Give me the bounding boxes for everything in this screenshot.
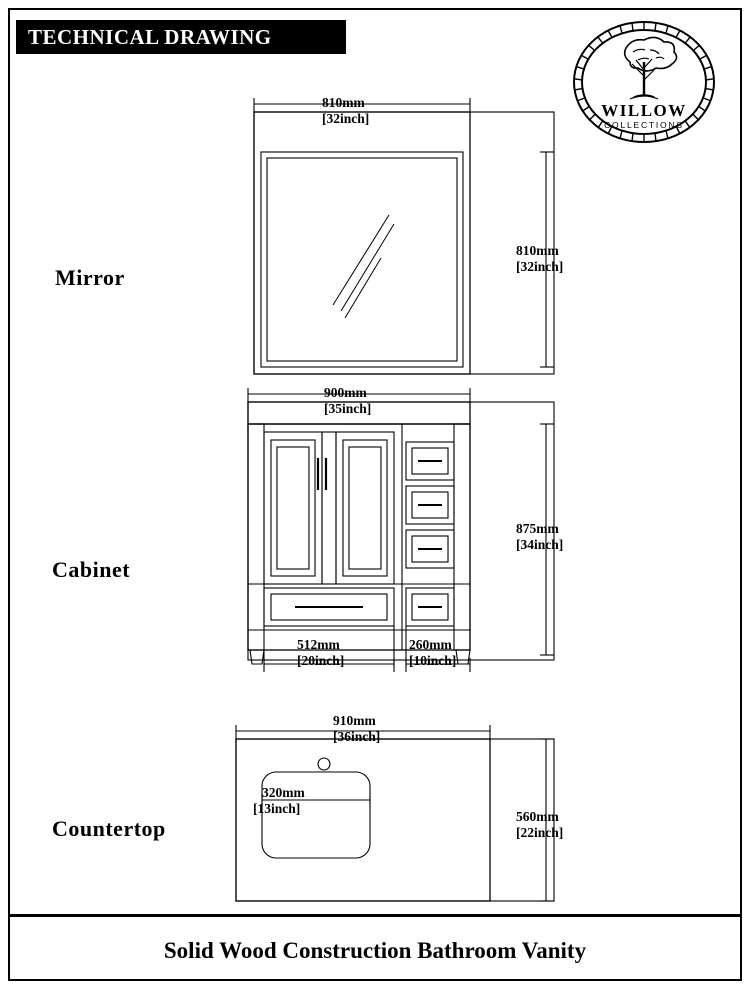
dim-countertop-width-in: [36inch]: [333, 729, 381, 744]
dim-cabinet-drawers-width-mm: 260mm: [409, 637, 452, 652]
dim-cabinet-drawers-width-in: [10inch]: [409, 653, 457, 668]
logo-sub-text: COLLECTIONS: [604, 120, 684, 130]
dim-cabinet-width-mm: 900mm: [324, 385, 367, 400]
footer-divider: [10, 914, 740, 917]
dim-mirror-height-mm: 810mm: [516, 243, 559, 258]
dim-mirror-width-in: [32inch]: [322, 111, 370, 126]
section-label-mirror: Mirror: [55, 265, 125, 290]
footer-caption: Solid Wood Construction Bathroom Vanity: [163, 938, 587, 963]
mirror-drawing: [254, 95, 554, 374]
cabinet-drawing: [248, 385, 554, 672]
dim-countertop-depth-in: [22inch]: [516, 825, 564, 840]
dim-sink-width-in: [13inch]: [253, 801, 301, 816]
dim-cabinet-doors-width-mm: 512mm: [297, 637, 340, 652]
page-title: TECHNICAL DRAWING: [16, 20, 346, 54]
dim-mirror-height-in: [32inch]: [516, 259, 564, 274]
dim-mirror-width-mm: 810mm: [322, 95, 365, 110]
dim-countertop-width-mm: 910mm: [333, 713, 376, 728]
dim-cabinet-doors-width-in: [20inch]: [297, 653, 345, 668]
section-label-countertop: Countertop: [52, 816, 166, 841]
dim-cabinet-height-mm: 875mm: [516, 521, 559, 536]
dim-sink-width-mm: 320mm: [262, 785, 305, 800]
dim-cabinet-height-in: [34inch]: [516, 537, 564, 552]
logo-brand-text: WILLOW: [601, 101, 687, 120]
dim-cabinet-width-in: [35inch]: [324, 401, 372, 416]
section-label-cabinet: Cabinet: [52, 557, 131, 582]
dim-countertop-depth-mm: 560mm: [516, 809, 559, 824]
